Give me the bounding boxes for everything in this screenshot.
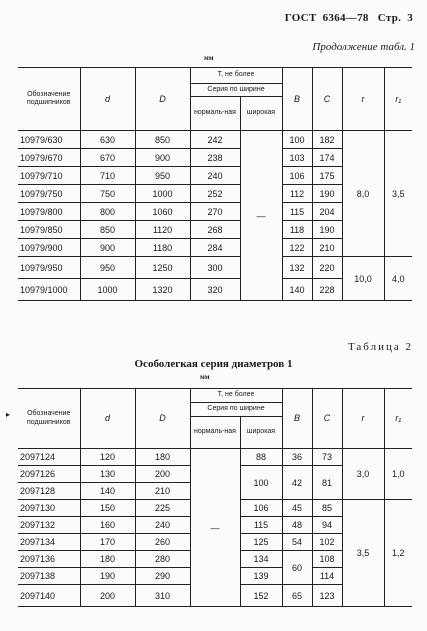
- r-group-2: 10,0: [342, 257, 384, 301]
- col-normal: нормаль-ная: [190, 97, 240, 131]
- col-r: r: [342, 68, 384, 131]
- col-T: T, не более: [190, 389, 282, 403]
- table-row: 2097136 180 280 134 60 108: [18, 551, 412, 568]
- col-C: C: [312, 68, 342, 131]
- col-B: B: [282, 389, 312, 449]
- col-width-series: Серия по ширине: [190, 403, 282, 417]
- table-row: 2097138 190 290 139 114: [18, 568, 412, 585]
- col-designation: Обозначение подшипников: [18, 68, 80, 131]
- col-normal: нормаль-ная: [190, 417, 240, 449]
- table-row: 10979/710 710 950 240 106 175: [18, 167, 412, 185]
- table-row: 10979/800 800 1060 270 115 204: [18, 203, 412, 221]
- table-row: 2097134 170 260 125 54 102: [18, 534, 412, 551]
- table-row: 10979/750 750 1000 252 112 190: [18, 185, 412, 203]
- table-row: 10979/1000 1000 1320 320 140 228: [18, 279, 412, 301]
- table-1: [18, 67, 412, 301]
- table-row: 2097124 120 180 — 88 36 73 3,0 1,0: [18, 449, 412, 466]
- col-C: C: [312, 389, 342, 449]
- r-group-1: 8,0: [342, 131, 384, 257]
- col-D: D: [135, 389, 190, 449]
- table-row: 10979/630 630 850 242 — 100 182 8,0 3,5: [18, 131, 412, 149]
- page-label: Стр.: [377, 12, 402, 24]
- margin-marker-icon: ▸: [6, 410, 11, 419]
- table-row: 2097128 140 210: [18, 483, 412, 500]
- wide-dash: —: [240, 131, 282, 301]
- col-r: r: [342, 389, 384, 449]
- normal-dash: —: [190, 449, 240, 607]
- col-d: d: [80, 389, 135, 449]
- gost-label: ГОСТ: [284, 12, 317, 24]
- page-header: [279, 12, 413, 24]
- col-width-series: Серия по ширине: [190, 84, 282, 97]
- col-B: B: [282, 68, 312, 131]
- table-2: [18, 388, 412, 607]
- col-wide: широкая: [240, 97, 282, 131]
- page-number: 3: [407, 12, 413, 24]
- col-r1: r₁: [384, 389, 412, 449]
- r-group-1: 3,0: [342, 449, 384, 500]
- table-row: 10979/850 850 1120 268 118 190: [18, 221, 412, 239]
- col-d: d: [80, 68, 135, 131]
- continuation-note: Продолжение табл. 1: [312, 41, 415, 53]
- col-T: T, не более: [190, 68, 282, 84]
- gost-number: 6364—78: [322, 12, 369, 24]
- unit-label: мм: [204, 54, 214, 62]
- r-group-2: 3,5: [342, 500, 384, 607]
- col-D: D: [135, 68, 190, 131]
- col-wide: широкая: [240, 417, 282, 449]
- r1-group-2: 4,0: [384, 257, 412, 301]
- table-row: 10979/670 670 900 238 103 174: [18, 149, 412, 167]
- col-designation: Обозначение подшипников: [18, 389, 80, 449]
- r1-group-2: 1,2: [384, 500, 412, 607]
- r1-group-1: 3,5: [384, 131, 412, 257]
- table-row: 2097132 160 240 115 48 94: [18, 517, 412, 534]
- table-2-title: Особолегкая серия диаметров 1: [134, 358, 293, 370]
- r1-group-1: 1,0: [384, 449, 412, 500]
- table-2-caption: Таблица 2: [347, 341, 413, 353]
- table-row: 10979/900 900 1180 284 122 210: [18, 239, 412, 257]
- unit-label-2: мм: [200, 373, 210, 381]
- col-r1: r₁: [384, 68, 412, 131]
- table-row: 2097126 130 200 100 42 81: [18, 466, 412, 483]
- table-row: 2097140 200 310 152 65 123: [18, 585, 412, 607]
- table-row: 10979/950 950 1250 300 132 220 10,0 4,0: [18, 257, 412, 279]
- table-row: 2097130 150 225 106 45 85 3,5 1,2: [18, 500, 412, 517]
